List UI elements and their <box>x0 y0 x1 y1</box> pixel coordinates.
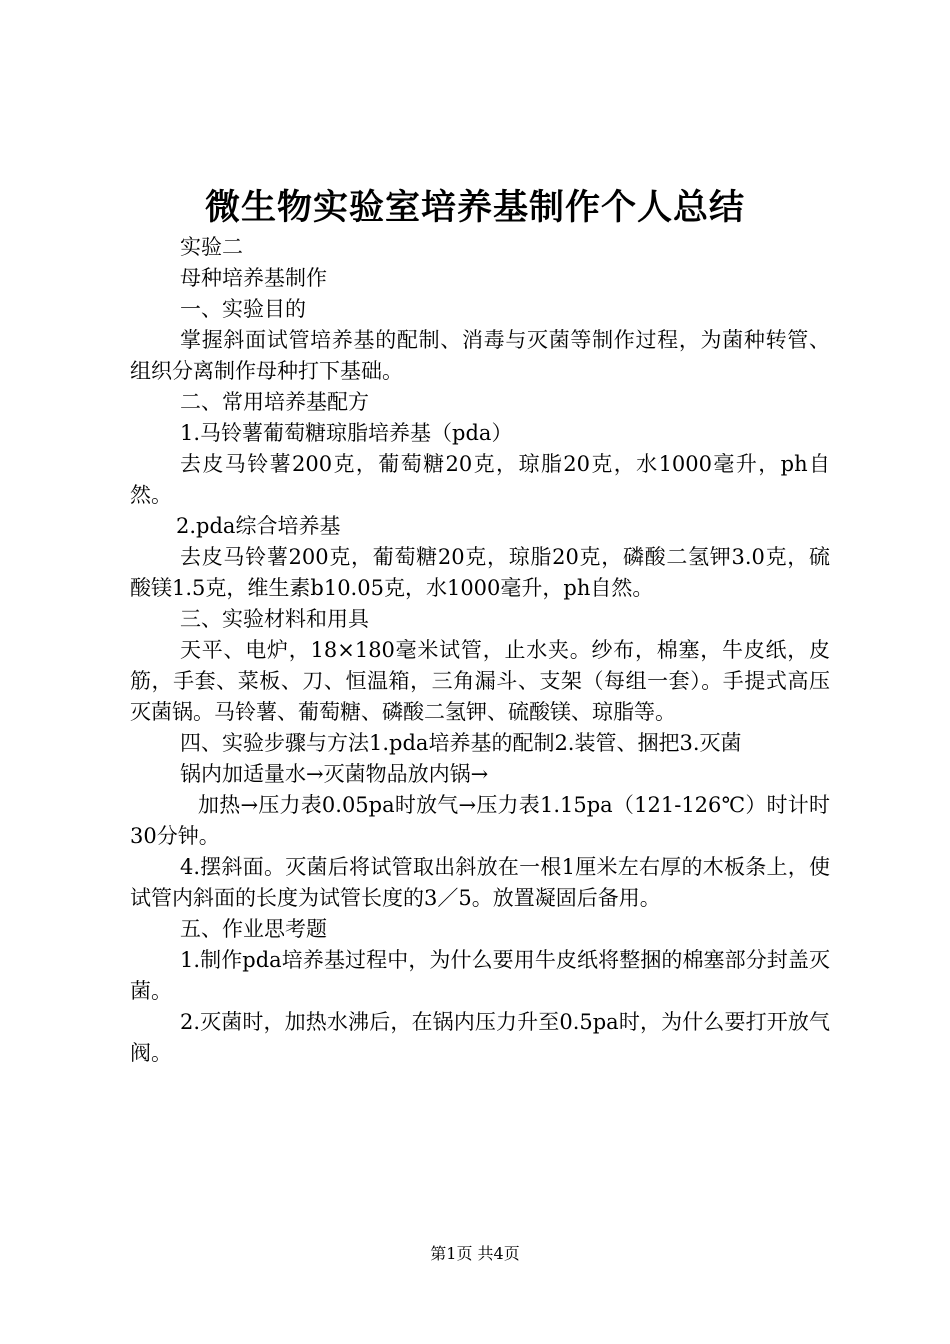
paragraph-formula-2-title: 2.pda综合培养基 <box>176 514 341 538</box>
document-body <box>130 232 830 1069</box>
paragraph-question-1: 1.制作pda培养基过程中，为什么要用牛皮纸将整捆的棉塞部分封盖灭菌。 <box>130 948 830 1003</box>
paragraph-slant-step: 4.摆斜面。灭菌后将试管取出斜放在一根1厘米左右厚的木板条上，使试管内斜面的长度为试管长度的3／5。放置凝固后备用。 <box>130 855 830 910</box>
section-heading-formula: 二、常用培养基配方 <box>180 390 369 414</box>
paragraph-question-2: 2.灭菌时，加热水沸后，在锅内压力升至0.5pa时，为什么要打开放气阀。 <box>130 1010 830 1065</box>
paragraph-materials: 天平、电炉，18×180毫米试管，止水夹。纱布，棉塞，牛皮纸，皮筋，手套、菜板、刀、恒温箱，三角漏斗、支架（每组一套）。手提式高压灭菌锅。马铃薯、葡萄糖、磷酸二氢钾、硫酸镁、琼脂等。 <box>130 638 830 724</box>
paragraph-formula-2-content: 去皮马铃薯200克，葡萄糖20克，琼脂20克，磷酸二氢钾3.0克，硫酸镁1.5克，维生素b10.05克，水1000毫升，ph自然。 <box>130 545 830 600</box>
paragraph-experiment-number: 实验二 <box>180 235 243 259</box>
section-heading-questions: 五、作业思考题 <box>180 917 327 941</box>
paragraph-purpose: 掌握斜面试管培养基的配制、消毒与灭菌等制作过程，为菌种转管、组织分离制作母种打下基础。 <box>130 328 830 383</box>
paragraph-sterilize-step-2: 加热→压力表0.05pa时放气→压力表1.15pa（121-126℃）时计时30分钟。 <box>130 793 830 848</box>
section-heading-purpose: 一、实验目的 <box>180 297 306 321</box>
document-title: 微生物实验室培养基制作个人总结 <box>204 187 745 228</box>
section-heading-materials: 三、实验材料和用具 <box>180 607 369 631</box>
paragraph-formula-1-content: 去皮马铃薯200克，葡萄糖20克，琼脂20克，水1000毫升，ph自然。 <box>130 452 830 507</box>
section-heading-steps: 四、实验步骤与方法1.pda培养基的配制2.装管、捆把3.灭菌 <box>180 731 742 755</box>
paragraph-subtitle: 母种培养基制作 <box>180 266 327 290</box>
page-number-footer: 第1页 共4页 <box>430 1244 520 1263</box>
paragraph-sterilize-step-1: 锅内加适量水→灭菌物品放内锅→ <box>180 762 489 786</box>
paragraph-formula-1-title: 1.马铃薯葡萄糖琼脂培养基（pda） <box>180 421 513 445</box>
